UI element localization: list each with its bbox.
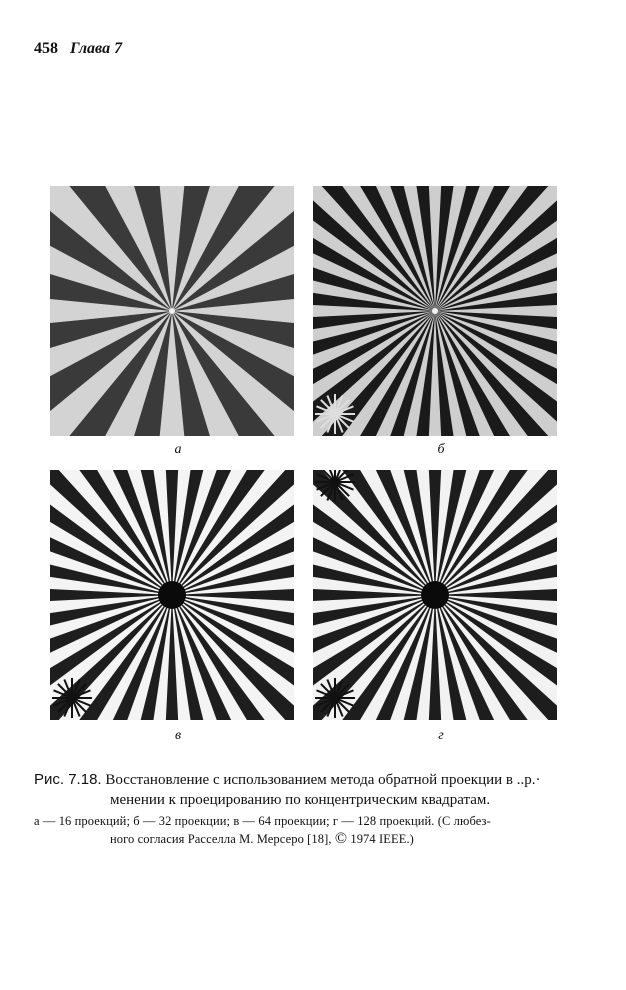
radial-pattern-v (50, 470, 294, 720)
pattern-center (158, 581, 186, 609)
pattern-center (169, 308, 175, 314)
figure-footnote (34, 812, 594, 848)
figure-panel-a (50, 186, 294, 436)
footnote-line-2 (34, 830, 594, 848)
figure-panel-b (313, 186, 557, 436)
chapter-title: Глава 7 (70, 40, 123, 57)
pattern-center (421, 581, 449, 609)
pattern-center (432, 308, 438, 314)
page-number: 458 (34, 40, 58, 57)
footnote-credit: ного согласия Расселла М. Мерсеро [18], (110, 832, 332, 846)
radial-pattern-g (313, 470, 557, 720)
footnote-line-1: а — 16 проекций; б — 32 проекции; в — 64 проекции; г — 128 проекций. (С любез- (34, 814, 491, 828)
page-header (34, 40, 122, 58)
figure-caption (34, 770, 594, 810)
figure-panel-g (313, 470, 557, 720)
figure-panel-v (50, 470, 294, 720)
footnote-year: 1974 IEEE.) (350, 832, 414, 846)
panel-label-a: а (174, 442, 182, 457)
radial-pattern-b (313, 186, 557, 436)
copyright-icon: © (334, 830, 348, 847)
figure-number: Рис. 7.18. (34, 771, 102, 788)
panel-label-b: б (437, 442, 445, 457)
panel-label-g: г (438, 728, 444, 743)
panel-label-v: в (174, 728, 182, 743)
caption-line-2: менении к проецированию по концентрическим квадратам. (110, 792, 491, 808)
radial-pattern-a (50, 186, 294, 436)
caption-line-1: Восстановление с использованием метода обратной проекции в ..р.· (105, 772, 541, 788)
